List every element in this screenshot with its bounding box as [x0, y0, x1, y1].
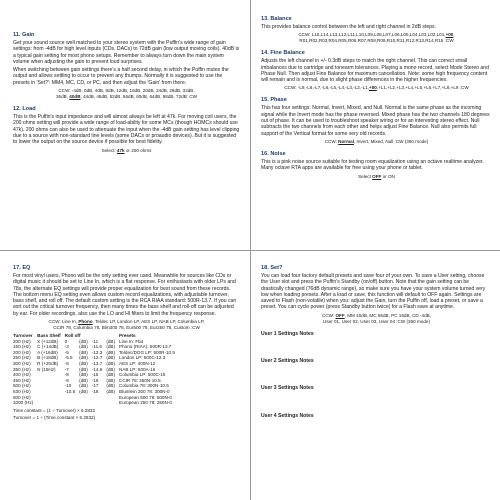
- eq-cell-rolloff-b: -17: [91, 383, 99, 389]
- eq-cell-rolloff-b-unit: (dB): [106, 377, 116, 383]
- balance-options: [261, 32, 492, 44]
- eq-cell-preset: Columbia LP: 500C-16: [119, 372, 166, 378]
- eq-cell-turnover: 800 (Hz): [13, 394, 31, 400]
- eq-cell-rolloff-a: [65, 400, 79, 406]
- header-bass-shelf: Bass Shelf: [37, 333, 61, 339]
- eq-cell-preset: Blumlein 300 78: 300N-0: [119, 389, 170, 395]
- balance-options-a: CCW: L15,L14,L13,L12,L11,L10,L09,L08,L07,L06,L05,L04,L03,L02,L01,: [298, 32, 446, 38]
- gain-body-2: When switching between gain settings there's a half second delay, in which the Puffin mutes the output and allows settling to occur to prevent any thumps. Normally it is suggested to use the presets in 'Set?': MM4, MC, CD, or PC, and then adjust the 'Gain' from there.: [13, 67, 229, 86]
- fine-default: +00: [369, 85, 377, 91]
- eq-cell-rolloff-b: -12.3: [91, 349, 103, 355]
- eq-cell-rolloff-b: [92, 400, 106, 406]
- eq-cell-rolloff-a-unit: [79, 400, 92, 406]
- gain-body-1: Get your sound source well matched to your stereo system with the Puffin's wide range of gain settings: from -4dB for high level inputs (CDs, DACs) to 72dB gain (low output moving coils). 40dB is a typical gain setting for most phono setups. Remember to always turn down the main system volume when adjusting the gain to prevent loud surprises.: [13, 40, 240, 65]
- eq-cell-bass-shelf: [37, 400, 65, 406]
- eq-cell-bass-shelf: B (+18dB): [37, 355, 58, 361]
- eq-cell-bass-shelf: X (+12dB): [37, 338, 58, 344]
- eq-cell-rolloff-a-unit: (dB): [79, 383, 88, 389]
- eq-cell-rolloff-b: -11: [91, 338, 99, 344]
- eq-cell-rolloff-a-unit: (dB): [79, 389, 88, 395]
- phase-options-post: , Invert, Mixed, Null :CW (360 mode): [353, 138, 429, 144]
- eq-cell-rolloff-a-unit: (dB): [79, 366, 88, 372]
- user-2-notes: User 2 Settings Notes: [261, 358, 314, 365]
- phase-heading: 15. Phase: [261, 97, 287, 104]
- eq-cell-rolloff-a: -10: [64, 383, 72, 389]
- gain-options-prefix: CCW:: [58, 88, 72, 94]
- set-options-a-post: , MM 40dB, MC 56dB, PC 16dB, CD -4dB,: [344, 312, 431, 318]
- eq-cell-turnover: 1000 (Hz): [13, 400, 34, 406]
- eq-cell-rolloff-b-unit: (dB): [106, 389, 116, 395]
- section-set: [251, 251, 500, 500]
- eq-cell-rolloff-a-unit: (dB): [79, 372, 88, 378]
- eq-cell-rolloff-b-unit: (dB): [106, 383, 116, 389]
- load-heading: 12. Load: [13, 106, 36, 113]
- eq-cell-rolloff-b: -14.6: [91, 366, 103, 372]
- turnover-formula: Turnover = 1 ÷ (Time constant × 6.2832): [13, 414, 96, 420]
- eq-options-b: CCIR 78, Columbia 78, Blm300 78, Eur500 78, Eur250 78, Custom :CW: [53, 325, 200, 331]
- eq-cell-turnover: 250 (Hz): [13, 355, 31, 361]
- eq-cell-rolloff-b: -12.7: [91, 355, 103, 361]
- eq-cell-bass-shelf: C (+14dB): [37, 344, 59, 350]
- set-options-a-pre: CCW:: [322, 312, 336, 318]
- section-balance-phase-noise: [251, 0, 500, 250]
- balance-options-a-post: ,: [453, 32, 455, 38]
- fine-options-pre: CCW: -L9,-L8,-L7,-L6,-L5,-L4,-L3,-L2,-L1,: [284, 85, 370, 91]
- eq-heading: 17. EQ: [13, 265, 31, 271]
- eq-cell-bass-shelf: A (+16dB): [37, 349, 58, 355]
- time-constant-formula: Time constant = (1 ÷ Turnover) × 6.2832: [13, 407, 96, 413]
- eq-cell-rolloff-a: -10.5: [64, 389, 76, 395]
- eq-cell-rolloff-b-unit: (dB): [106, 355, 116, 361]
- balance-body: This provides balance control between the left and right channel in 2dB steps.: [261, 24, 436, 30]
- eq-body: For most vinyl users, Phono will be the only setting ever used. Meanwhile for sources like CDs or digital music it should be set to Line In, which is a flat response. For enthusiasts with older LPs and 78s, the alternate EQ settings will provide proper equalization for best sound from these records. The bottom menu EQ setting even allows custom record equalizations, with adjustable turnover, bass shelf, and roll off. The default custom setting is the RCA RIAA standard: 500R-13.7. If you can sort out the critical turnover frequency, then many times the bass shelf and roll-off can be adjusted by ear. For older recordings, also use the LO and HI filters to limit the frequency response.: [13, 273, 237, 317]
- eq-cell-turnover: 350 (Hz): [13, 366, 31, 372]
- noise-select-prefix: Select: [358, 173, 373, 179]
- eq-table: [13, 333, 179, 406]
- noise-options: [261, 174, 492, 180]
- eq-cell-rolloff-a: -8: [64, 372, 69, 378]
- gain-options-a: -4dB, 0dB, 4dB, 8dB, 12dB, 16dB, 20dB, 24dB, 28dB, 32dB,: [71, 88, 195, 94]
- noise-default: OFF: [372, 173, 382, 179]
- phase-options: [261, 139, 492, 145]
- header-turnover: Turnover: [13, 333, 33, 339]
- user-4-notes: User 4 Settings Notes: [261, 412, 314, 419]
- eq-cell-rolloff-b-unit: [106, 400, 119, 406]
- header-presets: Presets: [119, 333, 136, 339]
- eq-cell-preset: CCIR 78: 350N-10.5: [119, 377, 161, 383]
- eq-cell-rolloff-a-unit: (dB): [79, 377, 88, 383]
- fine-balance-options: [261, 85, 492, 91]
- eq-cell-rolloff-b: -18: [91, 389, 99, 395]
- eq-cell-rolloff-a: -5.5: [64, 355, 73, 361]
- eq-options: [13, 319, 240, 331]
- eq-cell-rolloff-b-unit: (dB): [106, 366, 116, 372]
- eq-cell-rolloff-b: -16: [91, 377, 99, 383]
- eq-cell-preset: Teldec/DGG LP: 500R-10.5: [119, 349, 175, 355]
- header-roll-off: Roll off: [64, 333, 81, 339]
- eq-cell-turnover: 450 (Hz): [13, 377, 31, 383]
- gain-options-b-pre: 36dB,: [56, 94, 70, 100]
- phase-body: This has four settings: Normal, Invert, Mixed, and Null. Normal is the same phase as the incoming signal while the Invert mode has the phase reversed. Mixed phase has the two channels 180 degrees out of phase. It can be used to troubleshoot speaker wiring or for an interesting stereo effect. Null subtracts the two channels from each other and helps adjust Fine Balance. Null also permits full support of the Vertical format for some very old records.: [261, 105, 490, 137]
- noise-body: This is a pink noise source suitable for testing room equalization using an octave realtime analyzer. Many octave RTA apps are available for free using your phone or tablet.: [261, 158, 484, 172]
- eq-cell-rolloff-a: -3: [64, 344, 69, 350]
- eq-options-a-pre: CCW: Line In,: [48, 319, 79, 325]
- eq-cell-preset: Line In: Flat: [119, 338, 144, 344]
- fine-balance-body: Adjusts the left channel in +/- 0.3dB steps to match the right channel. This can correct small imbalances due to cartridge and tonearm tolerances. Playing a mono record, select Mode Stereo and Phase Null. Then adjust Fine Balance for maximum cancellation. Note: some high frequency content will remain and is normal, due to slight phase differences in the higher frequencies.: [261, 58, 489, 84]
- eq-cell-rolloff-a: -5: [64, 349, 69, 355]
- eq-cell-rolloff-a-unit: (dB): [79, 338, 88, 344]
- phase-default: Normal: [338, 138, 354, 144]
- eq-cell-preset: Columbia 78: 300N-10.5: [119, 383, 169, 389]
- eq-cell-bass-shelf: R (+20dB): [37, 361, 59, 367]
- gain-default: 40dB: [69, 94, 81, 100]
- eq-cell-rolloff-a: 0: [64, 338, 68, 344]
- gain-heading: 11. Gain: [13, 32, 35, 38]
- eq-cell-rolloff-b-unit: (dB): [106, 349, 116, 355]
- phase-options-pre: CCW:: [324, 138, 339, 144]
- eq-cell-rolloff-b-unit: (dB): [106, 372, 116, 378]
- eq-cell-preset: AES LP: 400N-12: [119, 361, 156, 367]
- gain-options-b-post: , 44dB, 48dB, 52dB, 56dB, 60dB, 64dB, 68dB, 72dB: CW: [80, 94, 197, 100]
- eq-cell-rolloff-a-unit: (dB): [79, 355, 88, 361]
- set-options-b: User 01, User 02, User 03, User 04 :CW (360 mode): [323, 318, 430, 324]
- eq-table-row: [13, 400, 179, 406]
- eq-cell-rolloff-a-unit: (dB): [79, 361, 88, 367]
- user-1-notes: User 1 Settings Notes: [261, 330, 314, 337]
- eq-cell-turnover: 400 (Hz): [13, 372, 31, 378]
- eq-cell-rolloff-a: -6: [64, 361, 69, 367]
- eq-cell-preset: NAB LP: 500A-16: [119, 366, 156, 372]
- noise-heading: 16. Noise: [261, 150, 286, 157]
- eq-cell-rolloff-a-unit: (dB): [79, 349, 88, 355]
- eq-cell-preset: European 500 78: 500N-0: [119, 394, 172, 400]
- eq-cell-preset: Phono (RIAA): 500R-13.7: [119, 344, 172, 350]
- balance-default: +00: [445, 32, 454, 38]
- eq-cell-turnover: 200 (Hz): [13, 338, 31, 344]
- load-select-prefix: Select:: [101, 147, 117, 153]
- eq-cell-rolloff-b-unit: (dB): [106, 361, 116, 367]
- user-3-notes: User 3 Settings Notes: [261, 385, 314, 392]
- eq-table-row: [13, 361, 179, 367]
- set-body: You can load four factory default presets and save four of your own. To save a User setting, choose the User slot and press the Puffin's Standby (on/off) button. Note that the gain setting can be drastically changed (76dB dynamic range), so make sure you have your system volume turned very low when loading presets. After a load or save, this function will default to OFF again. Settings are saved to Flash (non-volatile) when you: adjust the Gain, turn the Puffin off, load a preset, or save a preset. You can cycle power (press Standby button twice) for a Flash save at anytime.: [261, 273, 486, 311]
- fine-options-post: ,+L1,+L2,+L3,+L4,+L5,+L6,+L7,+L8,+L9 :CW: [376, 85, 469, 91]
- load-select-post: or 200 ohms: [124, 147, 152, 153]
- eq-cell-rolloff-a-unit: (dB): [79, 344, 88, 350]
- eq-cell-rolloff-b: -15: [91, 372, 99, 378]
- eq-cell-turnover: 300 (Hz): [13, 361, 31, 367]
- eq-cell-rolloff-a: -9: [64, 377, 69, 383]
- section-eq: [0, 251, 250, 500]
- eq-options-a-post: , Teldec LP, London LP, AES LP, NAB LP, Columbia LP,: [92, 319, 205, 325]
- eq-cell-bass-shelf: N (15Hz): [37, 366, 56, 372]
- eq-cell-rolloff-a: -7: [64, 366, 69, 372]
- eq-cell-turnover: 200 (Hz): [13, 349, 31, 355]
- set-default: OFF: [335, 312, 345, 318]
- eq-cell-rolloff-b-unit: (dB): [106, 344, 116, 350]
- eq-cell-rolloff-b: -13.7: [91, 361, 103, 367]
- section-gain-load: [0, 0, 250, 250]
- eq-default: Phono: [78, 319, 93, 325]
- fine-balance-heading: 14. Fine Balance: [261, 50, 305, 57]
- eq-cell-turnover: 630 (Hz): [13, 389, 31, 395]
- gain-options: [13, 88, 240, 100]
- set-heading: 18. Set?: [261, 265, 283, 271]
- eq-cell-rolloff-b: -11.6: [91, 344, 102, 350]
- eq-cell-turnover: 500 (Hz): [13, 383, 31, 389]
- eq-cell-turnover: 150 (Hz): [13, 344, 31, 350]
- noise-select-post: or ON: [381, 173, 395, 179]
- load-default: 47k: [116, 147, 125, 153]
- load-body: This is the Puffin's input impedance and will almost always be left at 47k. For moving coil users, the 200 ohms setting will provide a wide range of load-ability for some MCs (though HOMCs should use 47k). 200 ohms can also be used to attenuate the input when the -4dB gain setting has level clipping due to a source with non-standard line levels (some DACs or proaudio devices). But it is suggested to lower the output on the source device if possible for best fidelity.: [13, 114, 240, 146]
- balance-options-b: R01,R02,R03,R04,R05,R06,R07,R08,R09,R10,R11,R12,R13,R14,R15 :CW: [299, 38, 454, 44]
- set-options: [261, 313, 492, 325]
- eq-cell-rolloff-b-unit: (dB): [106, 338, 116, 344]
- balance-heading: 13. Balance: [261, 16, 292, 22]
- eq-cell-preset: London LP: 500C-12.3: [119, 355, 166, 361]
- load-options: [13, 148, 240, 154]
- eq-cell-preset: European 250 78: 250N-0: [119, 400, 172, 406]
